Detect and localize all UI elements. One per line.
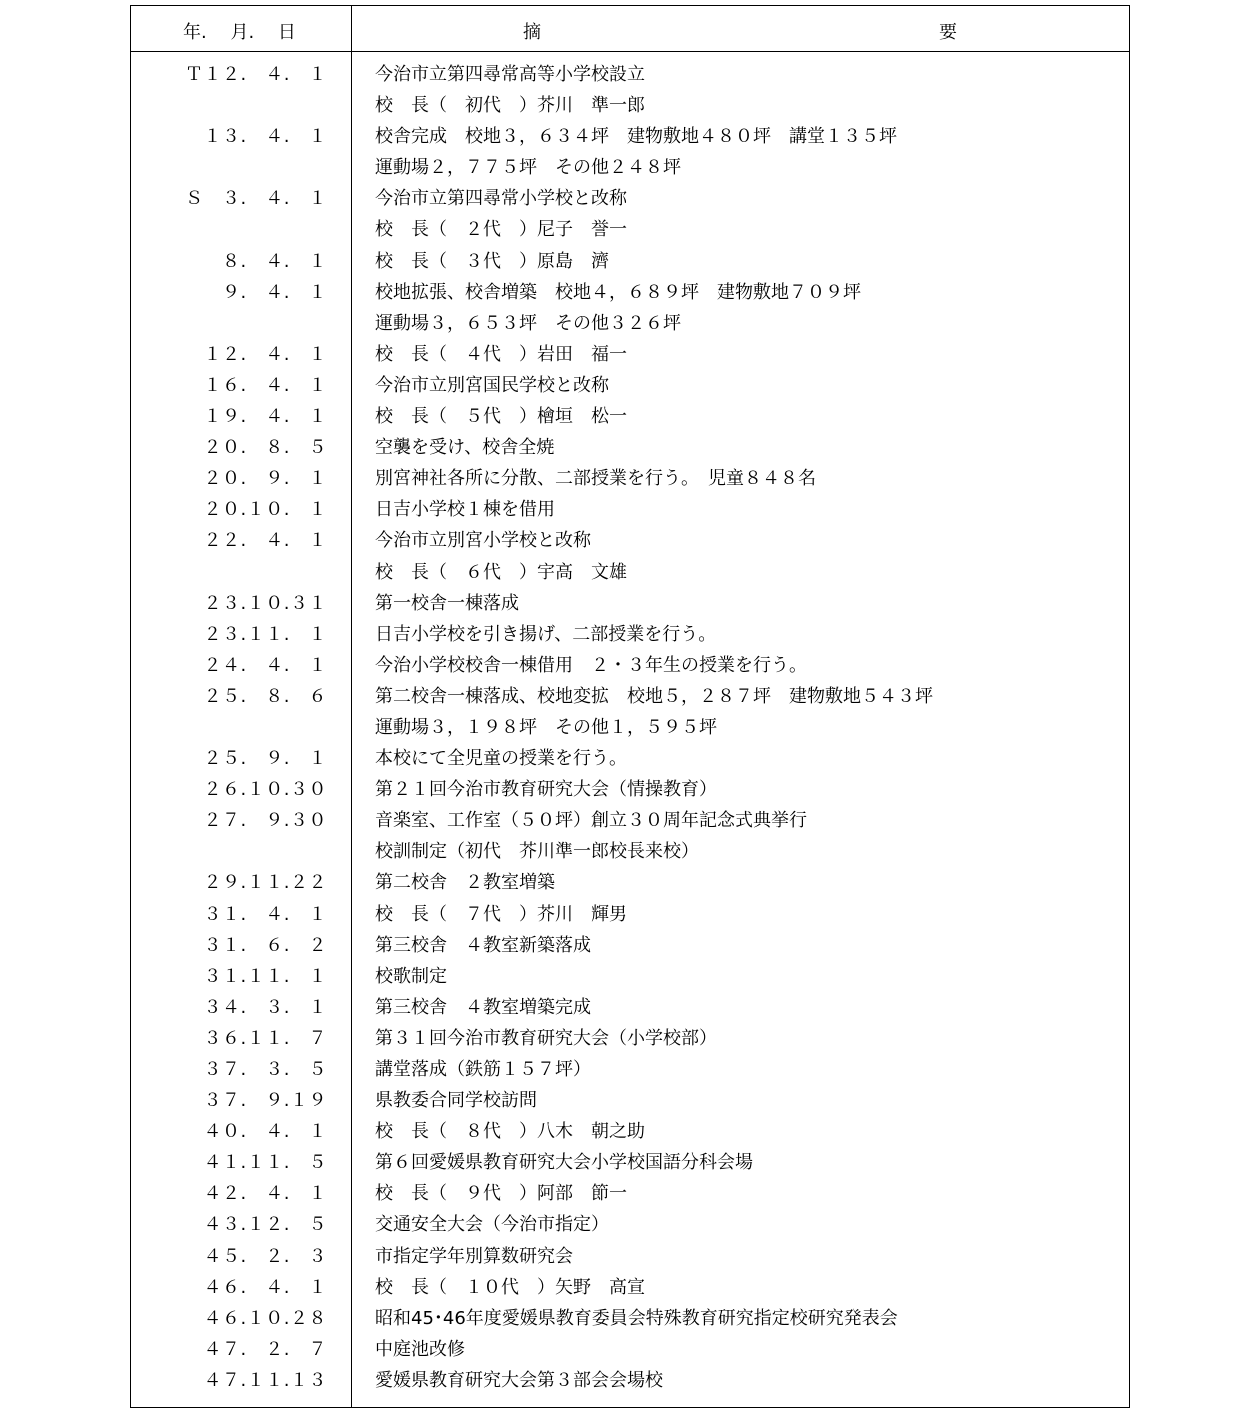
row-date: ２０. ８. ５ xyxy=(203,437,327,459)
row-date: ３７. ９.１９ xyxy=(203,1090,327,1112)
row-date: ３４. ３. １ xyxy=(203,996,327,1018)
table-body xyxy=(131,59,1129,1396)
row-summary: 第二校舎 ２教室増築 xyxy=(375,872,555,894)
table-row xyxy=(131,1147,1129,1178)
row-summary: 第３１回今治市教育研究大会（小学校部） xyxy=(375,1027,717,1049)
table-row xyxy=(131,246,1129,277)
row-summary: 今治小学校校舎一棟借用 ２・３年生の授業を行う。 xyxy=(375,654,807,676)
table-row xyxy=(131,1178,1129,1209)
table-row xyxy=(131,432,1129,463)
table-row xyxy=(131,1085,1129,1116)
table-row xyxy=(131,121,1129,152)
row-date: Ｔ１２. ４. １ xyxy=(185,64,327,85)
table-row xyxy=(131,743,1129,774)
table-row xyxy=(131,805,1129,836)
row-summary: 第６回愛媛県教育研究大会小学校国語分科会場 xyxy=(375,1152,753,1174)
table-row xyxy=(131,277,1129,308)
row-summary: 校 長（ ２代 ）尼子 誉一 xyxy=(375,219,627,241)
table-row xyxy=(131,650,1129,681)
row-date: ９. ４. １ xyxy=(222,281,327,303)
row-date: ２７. ９.３０ xyxy=(203,810,327,832)
row-summary: 本校にて全児童の授業を行う。 xyxy=(375,748,627,770)
row-summary: 第三校舎 ４教室増築完成 xyxy=(375,996,591,1018)
table-row xyxy=(131,525,1129,556)
row-date: ２４. ４. １ xyxy=(203,654,327,676)
row-summary: 交通安全大会（今治市指定） xyxy=(375,1214,609,1236)
header-summary-right: 要 xyxy=(939,22,957,43)
history-table xyxy=(130,5,1130,1408)
row-date: ４７.１１.１３ xyxy=(203,1369,327,1391)
row-date: ４５. ２. ３ xyxy=(203,1245,327,1267)
row-date: ４０. ４. １ xyxy=(203,1121,327,1143)
table-row xyxy=(131,183,1129,214)
row-summary: 校 長（ 初代 ）芥川 準一郎 xyxy=(375,95,645,117)
row-summary: 日吉小学校１棟を借用 xyxy=(375,499,555,521)
row-summary: 校 長（ １０代 ）矢野 高宣 xyxy=(375,1276,645,1298)
table-row xyxy=(131,774,1129,805)
row-summary: 中庭池改修 xyxy=(375,1338,465,1360)
row-summary: 今治市立別宮国民学校と改称 xyxy=(375,374,609,396)
row-summary: 別宮神社各所に分散、二部授業を行う。 児童８４８名 xyxy=(375,468,816,490)
table-row xyxy=(131,90,1129,121)
row-summary: 愛媛県教育研究大会第３部会会場校 xyxy=(375,1369,663,1391)
table-row xyxy=(131,588,1129,619)
row-date: ４１.１１. ５ xyxy=(203,1152,327,1174)
row-date: ２３.１０.３１ xyxy=(203,592,327,614)
table-row xyxy=(131,1303,1129,1334)
table-row xyxy=(131,59,1129,90)
row-summary: 運動場３，６５３坪 その他３２６坪 xyxy=(375,312,681,334)
table-row xyxy=(131,463,1129,494)
row-summary: 校舎完成 校地３，６３４坪 建物敷地４８０坪 講堂１３５坪 xyxy=(375,126,897,148)
row-date: １２. ４. １ xyxy=(203,343,327,365)
row-summary: 校 長（ ７代 ）芥川 輝男 xyxy=(375,903,627,925)
table-row xyxy=(131,339,1129,370)
row-date: Ｓ ３. ４. １ xyxy=(185,188,327,210)
row-date: ２０.１０. １ xyxy=(203,499,327,521)
row-summary: 校 長（ ３代 ）原島 濟 xyxy=(375,250,609,272)
row-date: ３１.１１. １ xyxy=(203,965,327,987)
row-summary: 運動場２，７７５坪 その他２４８坪 xyxy=(375,157,681,179)
table-row xyxy=(131,867,1129,898)
row-summary: 校 長（ ５代 ）檜垣 松一 xyxy=(375,406,627,428)
row-summary: 校地拡張、校舎増築 校地４，６８９坪 建物敷地７０９坪 xyxy=(375,281,861,303)
table-row xyxy=(131,370,1129,401)
row-summary: 校 長（ ６代 ）宇高 文雄 xyxy=(375,561,627,583)
row-summary: 昭和45･46年度愛媛県教育委員会特殊教育研究指定校研究発表会 xyxy=(375,1307,898,1329)
row-date: ４６.１０.２８ xyxy=(203,1307,327,1329)
row-date: ２５. ８. ６ xyxy=(203,685,327,707)
table-row xyxy=(131,836,1129,867)
table-row xyxy=(131,899,1129,930)
row-date: ２９.１１.２２ xyxy=(203,872,327,894)
row-date: ２２. ４. １ xyxy=(203,530,327,552)
row-summary: 県教委合同学校訪問 xyxy=(375,1090,537,1112)
table-row xyxy=(131,681,1129,712)
row-date: １９. ４. １ xyxy=(203,406,327,428)
row-summary: 今治市立第四尋常高等小学校設立 xyxy=(375,64,645,85)
row-date: １６. ４. １ xyxy=(203,374,327,396)
row-date: ３７. ３. ５ xyxy=(203,1059,327,1080)
row-summary: 校歌制定 xyxy=(375,965,447,987)
row-date: ３１. ４. １ xyxy=(203,903,327,925)
row-summary: 日吉小学校を引き揚げ、二部授業を行う。 xyxy=(375,623,717,645)
row-date: ４６. ４. １ xyxy=(203,1276,327,1298)
header-summary-left: 摘 xyxy=(523,22,541,43)
header-date: 年. 月. 日 xyxy=(183,22,296,43)
row-summary: 第２１回今治市教育研究大会（情操教育） xyxy=(375,779,717,801)
table-row xyxy=(131,557,1129,588)
table-row xyxy=(131,1209,1129,1240)
row-summary: 第一校舎一棟落成 xyxy=(375,592,519,614)
table-row xyxy=(131,308,1129,339)
table-row xyxy=(131,1365,1129,1396)
row-date: ２６.１０.３０ xyxy=(203,779,327,801)
table-row xyxy=(131,152,1129,183)
table-row xyxy=(131,1334,1129,1365)
row-summary: 運動場３，１９８坪 その他１，５９５坪 xyxy=(375,716,717,738)
row-summary: 今治市立第四尋常小学校と改称 xyxy=(375,188,627,210)
table-row xyxy=(131,961,1129,992)
row-summary: 校 長（ ９代 ）阿部 節一 xyxy=(375,1183,627,1205)
row-date: １３. ４. １ xyxy=(203,126,327,148)
row-date: ２０. ９. １ xyxy=(203,468,327,490)
row-date: ２５. ９. １ xyxy=(203,748,327,770)
table-row xyxy=(131,930,1129,961)
table-row xyxy=(131,712,1129,743)
table-row xyxy=(131,494,1129,525)
row-summary: 校 長（ ８代 ）八木 朝之助 xyxy=(375,1121,645,1143)
row-summary: 第三校舎 ４教室新築落成 xyxy=(375,934,591,956)
row-summary: 今治市立別宮小学校と改称 xyxy=(375,530,591,552)
row-date: ４３.１２. ５ xyxy=(203,1214,327,1236)
row-date: ４７. ２. ７ xyxy=(203,1338,327,1360)
header-divider xyxy=(131,51,1129,52)
table-row xyxy=(131,619,1129,650)
row-summary: 音楽室、工作室（５０坪）創立３０周年記念式典挙行 xyxy=(375,810,807,832)
row-summary: 校訓制定（初代 芥川準一郎校長来校） xyxy=(375,841,699,863)
row-summary: 空襲を受け、校舎全焼 xyxy=(375,437,555,459)
table-row xyxy=(131,401,1129,432)
row-date: ３６.１１. ７ xyxy=(203,1027,327,1049)
table-row xyxy=(131,1241,1129,1272)
table-row xyxy=(131,214,1129,245)
table-row xyxy=(131,1054,1129,1085)
row-summary: 第二校舎一棟落成、校地変拡 校地５，２８７坪 建物敷地５４３坪 xyxy=(375,685,933,707)
table-row xyxy=(131,1116,1129,1147)
row-date: ８. ４. １ xyxy=(222,250,327,272)
row-summary: 校 長（ ４代 ）岩田 福一 xyxy=(375,343,627,365)
table-row xyxy=(131,1272,1129,1303)
row-date: ３１. ６. ２ xyxy=(203,934,327,956)
row-date: ４２. ４. １ xyxy=(203,1183,327,1205)
row-summary: 市指定学年別算数研究会 xyxy=(375,1245,573,1267)
table-row xyxy=(131,992,1129,1023)
table-row xyxy=(131,1023,1129,1054)
row-date: ２３.１１. １ xyxy=(203,623,327,645)
row-summary: 講堂落成（鉄筋１５７坪） xyxy=(375,1059,591,1080)
